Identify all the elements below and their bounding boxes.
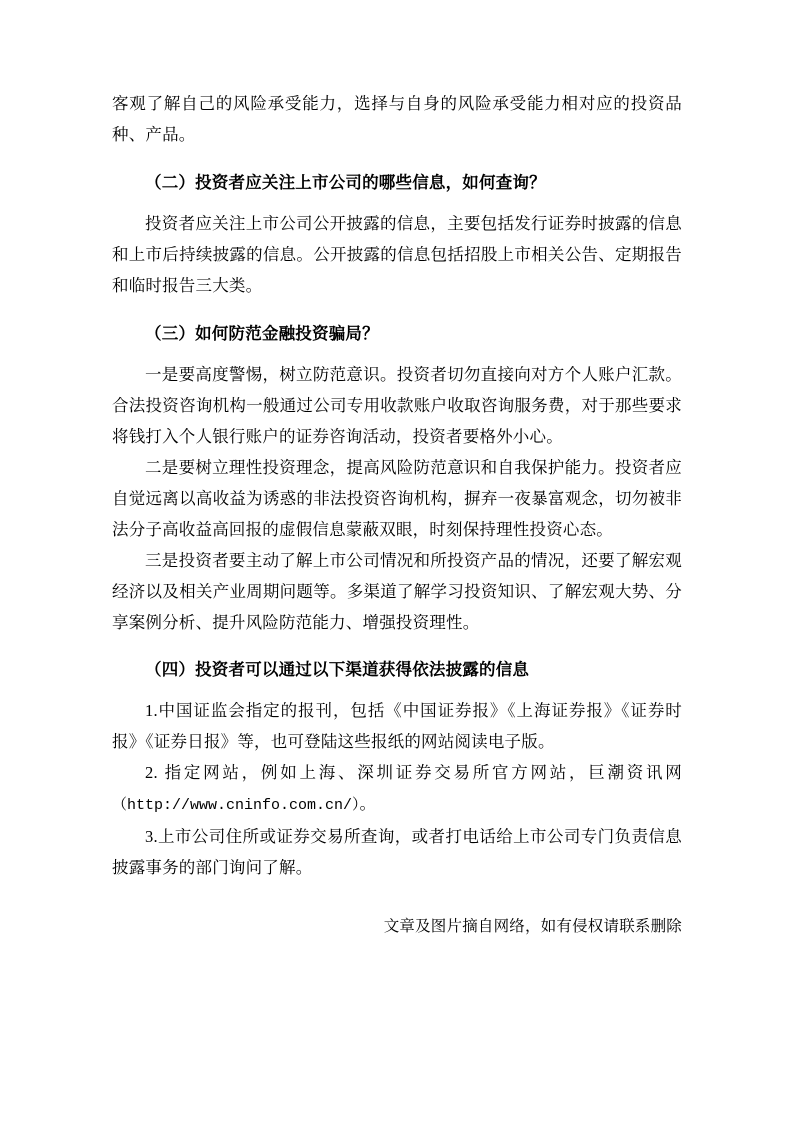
paragraph-section-three-item-two: 二是要树立理性投资理念，提高风险防范意识和自我保护能力。投资者应自觉远离以高收益为诱惑的非法投资咨询机构，摒弃一夜暴富观念，切勿被非法分子高收益高回报的虚假信息蒙蔽双眼，时刻保持理性投资心态。 [112, 458, 682, 539]
paragraph-section-two-body: 投资者应关注上市公司公开披露的信息，主要包括发行证券时披露的信息和上市后持续披露的信息。公开披露的信息包括招股上市相关公告、定期报告和临时报告三大类。 [112, 214, 682, 295]
cninfo-url: （http://www.cninfo.com.cn/） [112, 797, 360, 814]
item-two-text-before: 2. 指定网站，例如上海、深圳证券交易所官方网站，巨潮资讯网 [145, 763, 682, 782]
paragraph-section-three-item-one: 一是要高度警惕，树立防范意识。投资者切勿直接向对方个人账户汇款。合法投资咨询机构一般通过公司专用收款账户收取咨询服务费，对于那些要求将钱打入个人银行账户的证券咨询活动，投资者要格外小心。 [112, 365, 682, 446]
item-two-text-after: 。 [359, 794, 377, 813]
paragraph-section-four-item-three: 3.上市公司住所或证券交易所查询，或者打电话给上市公司专门负责信息披露事务的部门询问了解。 [112, 827, 682, 877]
heading-section-two: （二）投资者应关注上市公司的哪些信息，如何查询？ [145, 173, 546, 192]
paragraph-section-four-item-two [112, 757, 682, 821]
heading-section-three: （三）如何防范金融投资骗局？ [145, 324, 379, 343]
paragraph-section-three-item-three: 三是投资者要主动了解上市公司情况和所投资产品的情况，还要了解宏观经济以及相关产业周期问题等。多渠道了解学习投资知识、了解宏观大势、分享案例分析、提升风险防范能力、增强投资理性。 [112, 551, 682, 632]
paragraph-intro-continuation: 客观了解自己的风险承受能力，选择与自身的风险承受能力相对应的投资品种、产品。 [112, 94, 682, 144]
heading-section-four: （四）投资者可以通过以下渠道获得依法披露的信息 [145, 660, 530, 679]
paragraph-section-four-item-one: 1.中国证监会指定的报刊，包括《中国证券报》《上海证券报》《证券时报》《证券日报》等，也可登陆这些报纸的网站阅读电子版。 [112, 701, 682, 751]
document-body [112, 88, 682, 941]
footnote-disclaimer: 文章及图片摘自网络，如有侵权请联系删除 [383, 918, 682, 935]
